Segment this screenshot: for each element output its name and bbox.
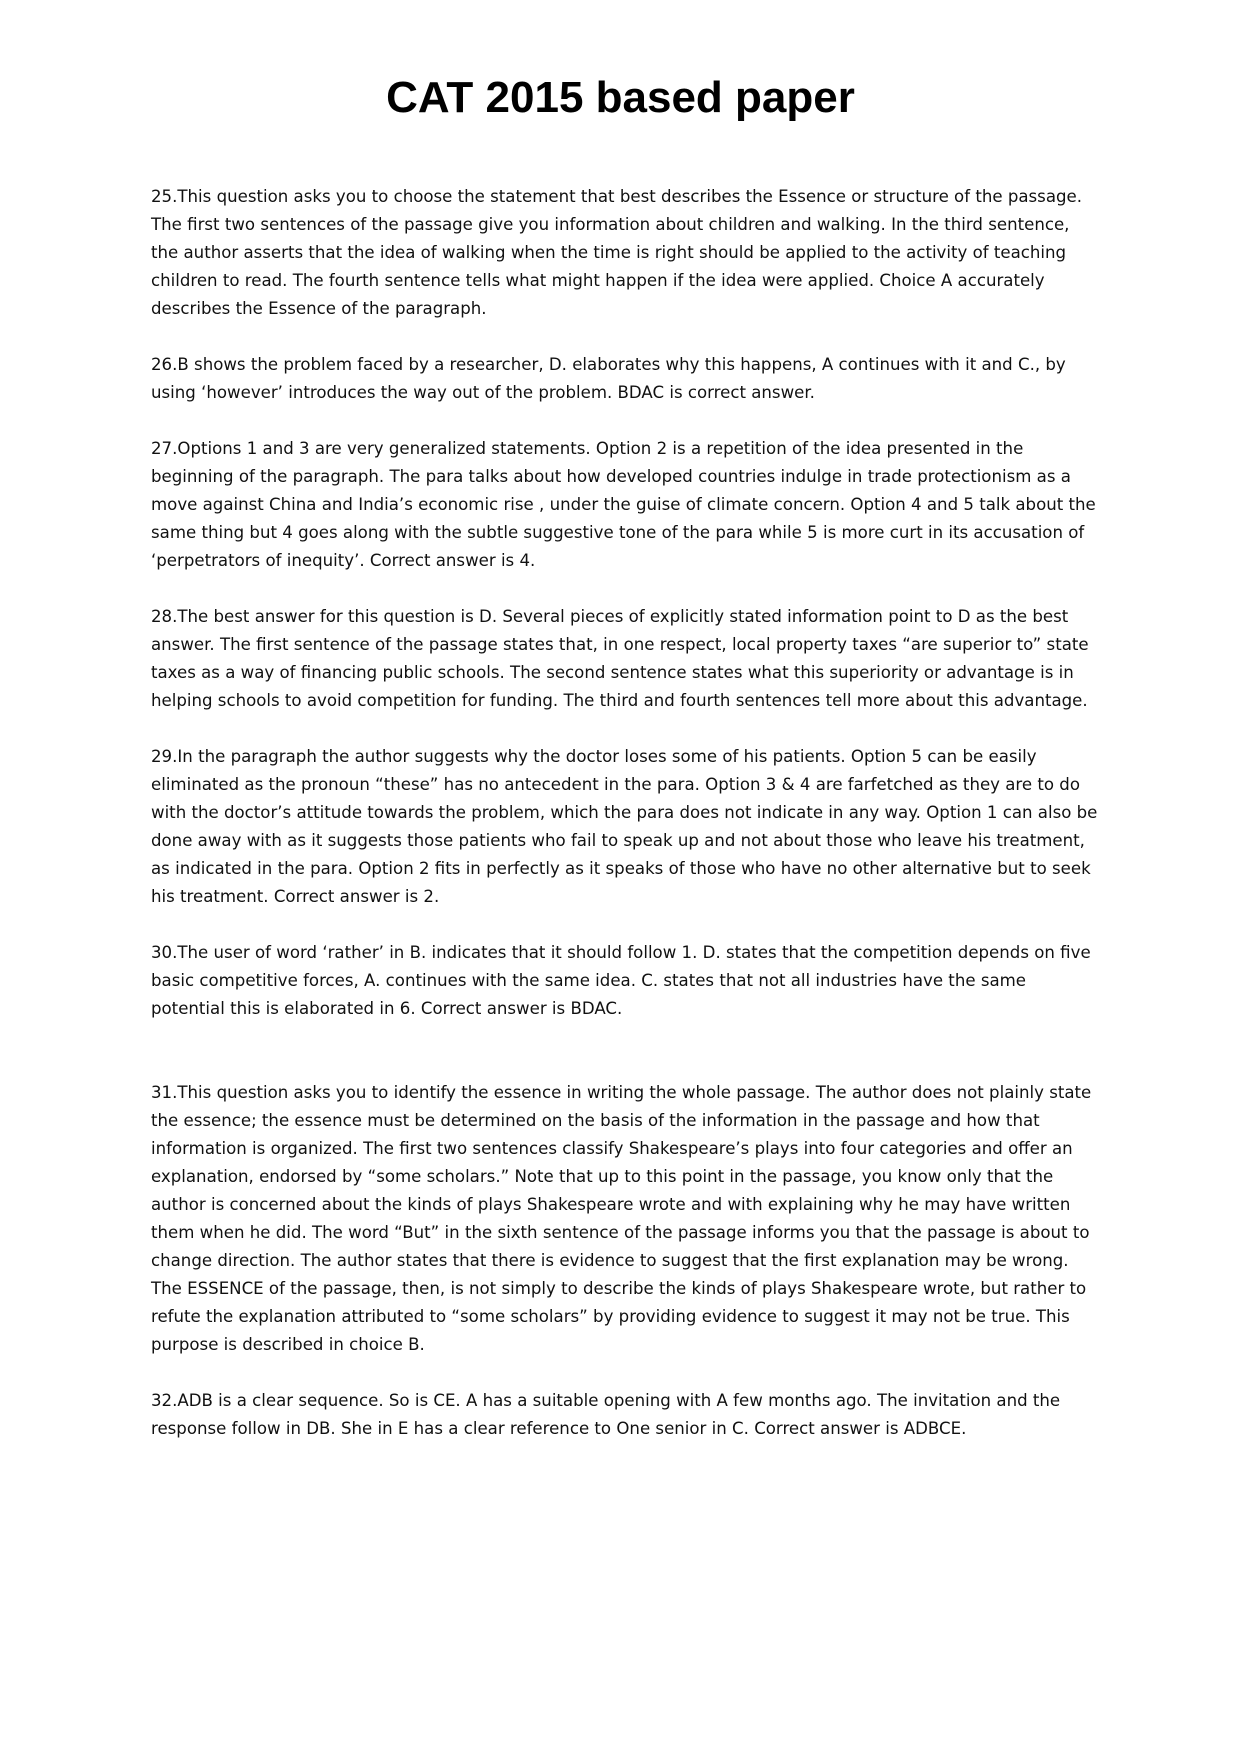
explanation-25: 25.This question asks you to choose the statement that best describes the Essence or structure of the passage. The first two sentences of the passage give you information about children and walking. In the third sentence, the author asserts that the idea of walking when the time is right should be applied to the activity of teaching children to read. The fourth sentence tells what might happen if the idea were applied. Choice A accurately describes the Essence of the paragraph.: [151, 187, 1083, 318]
explanation-28: 28.The best answer for this question is D. Several pieces of explicitly stated information point to D as the best answer. The first sentence of the passage states that, in one respect, local property taxes “are superior to” state taxes as a way of financing public schools. The second sentence states what this superiority or advantage is in helping schools to avoid competition for funding. The third and fourth sentences tell more about this advantage.: [151, 607, 1089, 710]
explanation-32: 32.ADB is a clear sequence. So is CE. A has a suitable opening with A few months ago. The invitation and the response follow in DB. She in E has a clear reference to One senior in C. Correct answer is ADBCE.: [151, 1391, 1061, 1438]
answer-explanations: [151, 183, 1101, 1471]
explanation-27: 27.Options 1 and 3 are very generalized statements. Option 2 is a repetition of the idea presented in the beginning of the paragraph. The para talks about how developed countries indulge in trade protectionism as a move against China and India’s economic rise , under the guise of climate concern. Option 4 and 5 talk about the same thing but 4 goes along with the subtle suggestive tone of the para while 5 is more curt in its accusation of ‘perpetrators of inequity’. Correct answer is 4.: [151, 439, 1096, 570]
explanation-30: 30.The user of word ‘rather’ in B. indicates that it should follow 1. D. states that the competition depends on five basic competitive forces, A. continues with the same idea. C. states that not all industries have the same potential this is elaborated in 6. Correct answer is BDAC.: [151, 943, 1091, 1018]
explanation-29: 29.In the paragraph the author suggests why the doctor loses some of his patients. Option 5 can be easily eliminated as the pronoun “these” has no antecedent in the para. Option 3 & 4 are farfetched as they are to do with the doctor’s attitude towards the problem, which the para does not indicate in any way. Option 1 can also be done away with as it suggests those patients who fail to speak up and not about those who leave his treatment, as indicated in the para. Option 2 fits in perfectly as it speaks of those who have no other alternative but to seek his treatment. Correct answer is 2.: [151, 747, 1098, 906]
page-title: CAT 2015 based paper: [386, 73, 855, 122]
explanation-31: 31.This question asks you to identify the essence in writing the whole passage. The author does not plainly state the essence; the essence must be determined on the basis of the information in the passage and how that information is organized. The first two sentences classify Shakespeare’s plays into four categories and offer an explanation, endorsed by “some scholars.” Note that up to this point in the passage, you know only that the author is concerned about the kinds of plays Shakespeare wrote and with explaining why he may have written them when he did. The word “But” in the sixth sentence of the passage informs you that the passage is about to change direction. The author states that there is evidence to suggest that the first explanation may be wrong. The ESSENCE of the passage, then, is not simply to describe the kinds of plays Shakespeare wrote, but rather to refute the explanation attributed to “some scholars” by providing evidence to suggest it may not be true. This purpose is described in choice B.: [151, 1083, 1092, 1354]
explanation-26: 26.B shows the problem faced by a researcher, D. elaborates why this happens, A continues with it and C., by using ‘however’ introduces the way out of the problem. BDAC is correct answer.: [151, 355, 1066, 402]
